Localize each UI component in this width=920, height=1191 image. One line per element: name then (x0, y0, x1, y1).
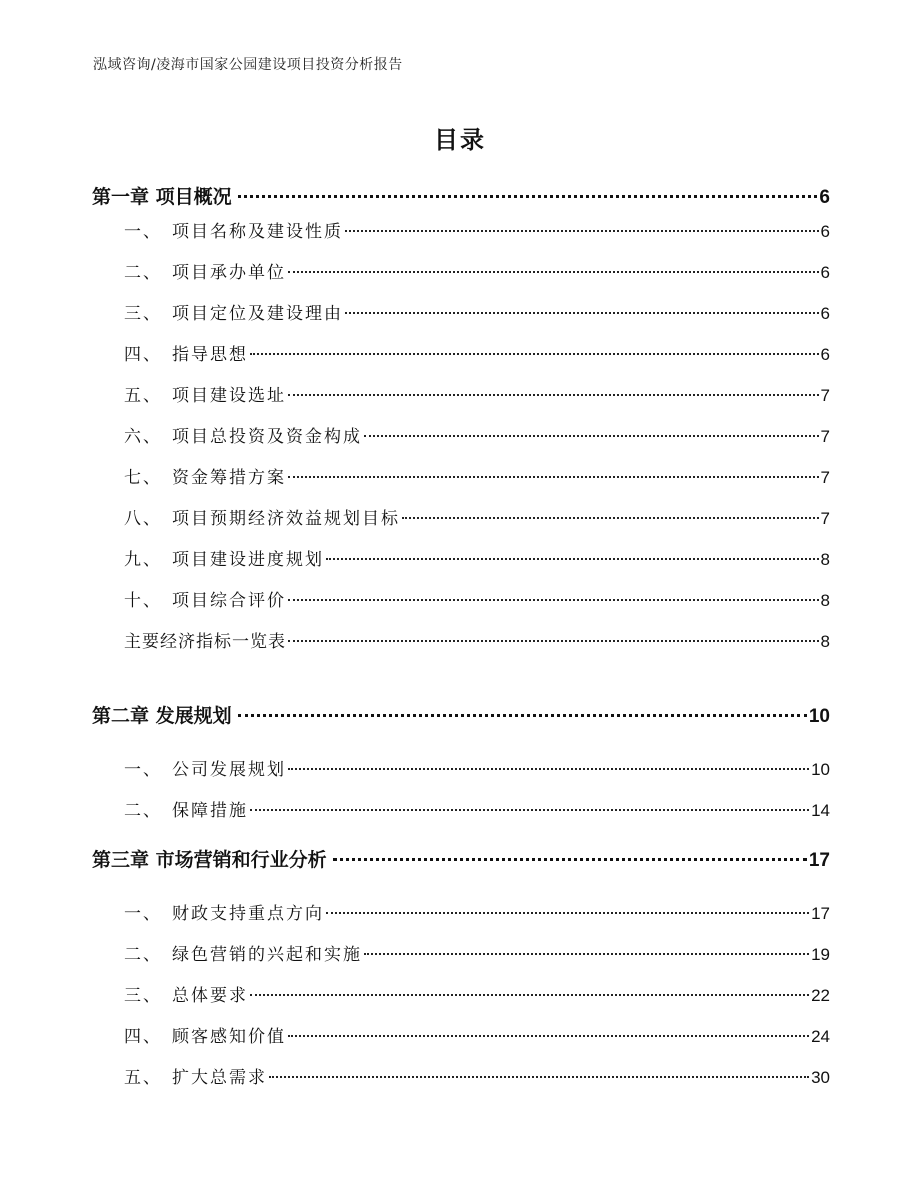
toc-section[interactable] (124, 899, 830, 927)
toc-section[interactable] (124, 422, 830, 450)
toc-page-number: 8 (820, 632, 830, 651)
toc-label: 总体要求 (172, 986, 248, 1006)
toc-label: 主要经济指标一览表 (124, 632, 286, 652)
toc-section-number: 五、 (124, 1068, 162, 1088)
dot-leader (326, 911, 809, 914)
dot-leader (364, 952, 809, 955)
dot-leader (238, 194, 818, 198)
toc-section-number: 一、 (124, 904, 162, 924)
toc-section-number: 八、 (124, 509, 162, 529)
dot-leader (250, 808, 809, 811)
toc-section[interactable] (124, 217, 830, 245)
toc-section-number: 十、 (124, 591, 162, 611)
toc-section[interactable] (124, 796, 830, 824)
toc-page-number: 17 (811, 904, 830, 923)
toc-page-number: 10 (808, 706, 830, 727)
dot-leader (345, 229, 819, 232)
toc-section[interactable] (124, 627, 830, 655)
toc-section-number: 六、 (124, 427, 162, 447)
dot-leader (364, 434, 819, 437)
dot-leader (326, 557, 819, 560)
dot-leader (288, 270, 819, 273)
toc-page-number: 8 (820, 550, 830, 569)
toc-section-number: 二、 (124, 263, 162, 283)
toc-label: 指导思想 (172, 345, 248, 365)
toc-page-number: 14 (811, 801, 830, 820)
toc-section-number: 二、 (124, 801, 162, 821)
toc-label: 扩大总需求 (172, 1068, 267, 1088)
toc-page-number: 22 (811, 986, 830, 1005)
dot-leader (238, 713, 807, 717)
toc-section[interactable] (124, 1022, 830, 1050)
toc-page-number: 7 (820, 386, 830, 405)
dot-leader (250, 993, 809, 996)
toc-section-number: 一、 (124, 760, 162, 780)
toc-section[interactable] (124, 258, 830, 286)
toc-page-number: 7 (820, 427, 830, 446)
dot-leader (288, 767, 809, 770)
dot-leader (288, 475, 819, 478)
toc-page-number: 7 (820, 509, 830, 528)
toc-page-number: 6 (820, 263, 830, 282)
toc-label: 第二章 发展规划 (92, 705, 232, 727)
dot-leader (333, 857, 807, 861)
running-header: 泓域咨询/凌海市国家公园建设项目投资分析报告 (93, 57, 403, 73)
dot-leader (345, 311, 819, 314)
toc-section[interactable] (124, 299, 830, 327)
toc-page-number: 7 (820, 468, 830, 487)
toc-label: 顾客感知价值 (172, 1027, 286, 1047)
toc-section[interactable] (124, 463, 830, 491)
toc-section[interactable] (124, 504, 830, 532)
dot-leader (288, 639, 819, 642)
dot-leader (288, 1034, 809, 1037)
dot-leader (288, 393, 819, 396)
toc-label: 第三章 市场营销和行业分析 (92, 849, 327, 871)
toc-page-number: 8 (820, 591, 830, 610)
toc-page-number: 6 (820, 345, 830, 364)
toc-section[interactable] (124, 755, 830, 783)
dot-leader (402, 516, 819, 519)
dot-leader (250, 352, 819, 355)
toc-chapter[interactable] (92, 845, 830, 873)
toc-label: 保障措施 (172, 801, 248, 821)
toc-label: 项目定位及建设理由 (172, 304, 343, 324)
dot-leader (288, 598, 819, 601)
toc-label: 项目综合评价 (172, 591, 286, 611)
dot-leader (269, 1075, 809, 1078)
toc-section-number: 四、 (124, 1027, 162, 1047)
toc-label: 项目建设选址 (172, 386, 286, 406)
toc-section[interactable] (124, 586, 830, 614)
toc-chapter[interactable] (92, 182, 830, 210)
toc-section[interactable] (124, 545, 830, 573)
toc-label: 绿色营销的兴起和实施 (172, 945, 362, 965)
toc-label: 项目建设进度规划 (172, 550, 324, 570)
toc-section-number: 三、 (124, 304, 162, 324)
toc-section-number: 七、 (124, 468, 162, 488)
toc-label: 资金筹措方案 (172, 468, 286, 488)
toc-section-number: 五、 (124, 386, 162, 406)
toc-section-number: 二、 (124, 945, 162, 965)
toc-label: 项目总投资及资金构成 (172, 427, 362, 447)
toc-page-number: 6 (820, 222, 830, 241)
toc-section[interactable] (124, 381, 830, 409)
toc-label: 项目名称及建设性质 (172, 222, 343, 242)
toc-section-number: 九、 (124, 550, 162, 570)
toc-page-number: 10 (811, 760, 830, 779)
toc-section[interactable] (124, 981, 830, 1009)
toc-label: 第一章 项目概况 (92, 186, 232, 208)
toc-page-number: 17 (808, 850, 830, 871)
toc-page-number: 19 (811, 945, 830, 964)
toc-label: 公司发展规划 (172, 760, 286, 780)
toc-page-number: 6 (820, 304, 830, 323)
toc-section-number: 四、 (124, 345, 162, 365)
toc-page-number: 24 (811, 1027, 830, 1046)
toc-section-number: 三、 (124, 986, 162, 1006)
toc-page-number: 6 (819, 187, 830, 208)
toc-page-number: 30 (811, 1068, 830, 1087)
toc-section[interactable] (124, 1063, 830, 1091)
toc-label: 财政支持重点方向 (172, 904, 324, 924)
toc-chapter[interactable] (92, 701, 830, 729)
toc-label: 项目承办单位 (172, 263, 286, 283)
toc-section[interactable] (124, 940, 830, 968)
toc-label: 项目预期经济效益规划目标 (172, 509, 400, 529)
page-title: 目录 (434, 126, 486, 154)
toc-section[interactable] (124, 340, 830, 368)
toc-section-number: 一、 (124, 222, 162, 242)
